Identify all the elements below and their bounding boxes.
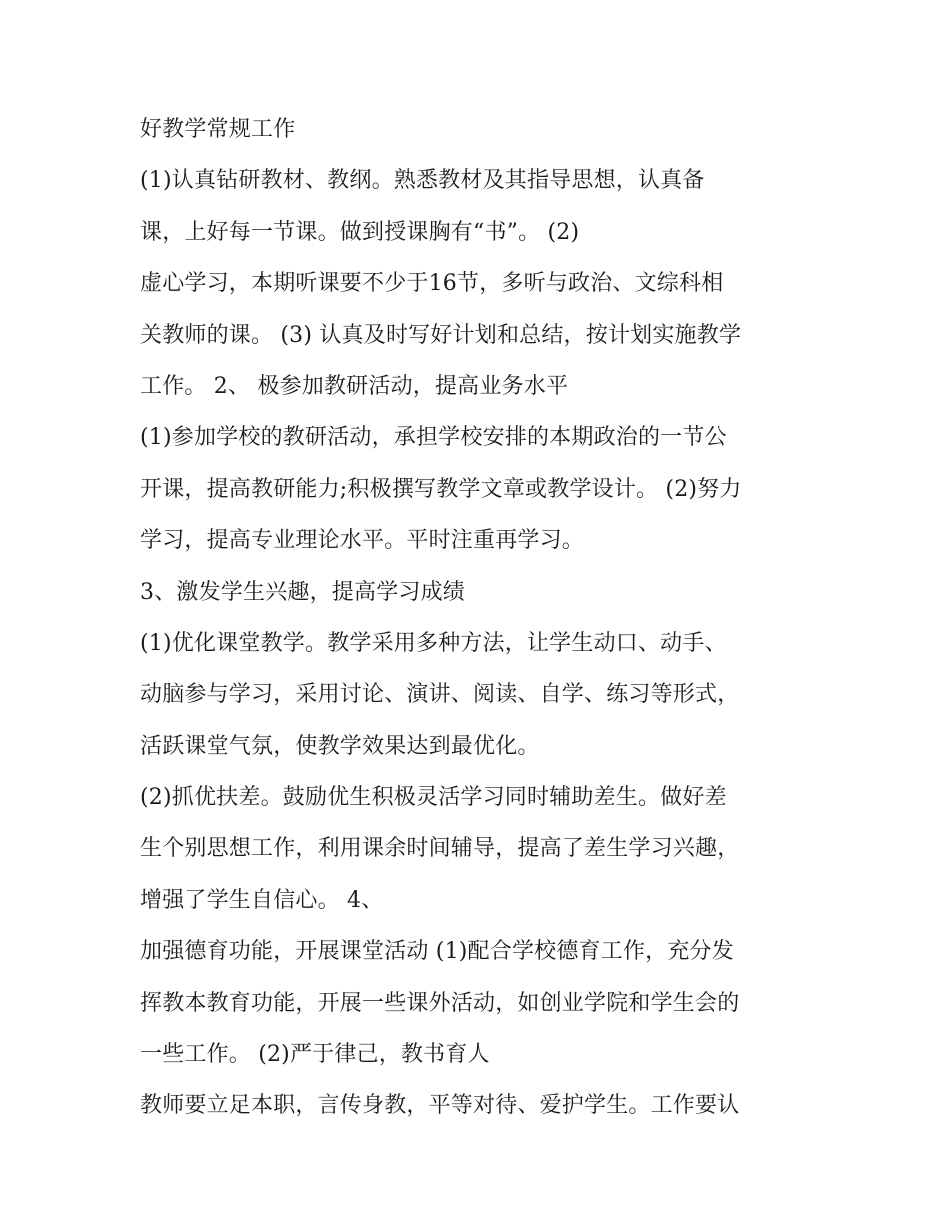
text-line: 3、激发学生兴趣，提高学习成绩 xyxy=(140,579,465,605)
text-line: 教师要立足本职，言传身教，平等对待、爱护学生。工作要认 xyxy=(140,1093,740,1119)
text-line: (2)抓优扶差。鼓励优生积极灵活学习同时辅助差生。做好差 xyxy=(140,785,727,811)
text-line: 关教师的课。 (3) 认真及时写好计划和总结，按计划实施教学 xyxy=(140,322,742,348)
text-line: (1)认真钻研教材、教纲。熟悉教材及其指导思想，认真备 xyxy=(140,168,705,194)
text-line: 活跃课堂气氛，使教学效果达到最优化。 xyxy=(140,733,540,759)
text-line: (1)优化课堂教学。教学采用多种方法，让学生动口、动手、 xyxy=(140,630,727,656)
text-line: 工作。 2、 极参加教研活动，提高业务水平 xyxy=(140,373,569,399)
text-line: 动脑参与学习，采用讨论、演讲、阅读、自学、练习等形式， xyxy=(140,682,740,708)
text-line: 好教学常规工作 xyxy=(140,117,296,142)
text-line: 课，上好每一节课。做到授课胸有“书”。 (2) xyxy=(140,219,580,245)
text-line: 开课，提高教研能力;积极撰写教学文章或教学设计。 (2)努力 xyxy=(140,476,742,502)
text-line: 增强了学生自信心。 4、 xyxy=(140,887,384,913)
text-line: 挥教本教育功能，开展一些课外活动，如创业学院和学生会的 xyxy=(140,990,740,1016)
text-line: (1)参加学校的教研活动，承担学校安排的本期政治的一节公 xyxy=(140,425,727,451)
text-line: 虚心学习，本期听课要不少于16节，多听与政治、文综科相 xyxy=(140,271,724,297)
text-line: 加强德育功能，开展课堂活动 (1)配合学校德育工作，充分发 xyxy=(140,939,734,965)
document-body xyxy=(140,104,820,1132)
text-line: 生个别思想工作，利用课余时间辅导，提高了差生学习兴趣， xyxy=(140,836,740,862)
text-line: 一些工作。 (2)严于律己，教书育人 xyxy=(140,1042,490,1068)
text-line: 学习，提高专业理论水平。平时注重再学习。 xyxy=(140,528,585,554)
